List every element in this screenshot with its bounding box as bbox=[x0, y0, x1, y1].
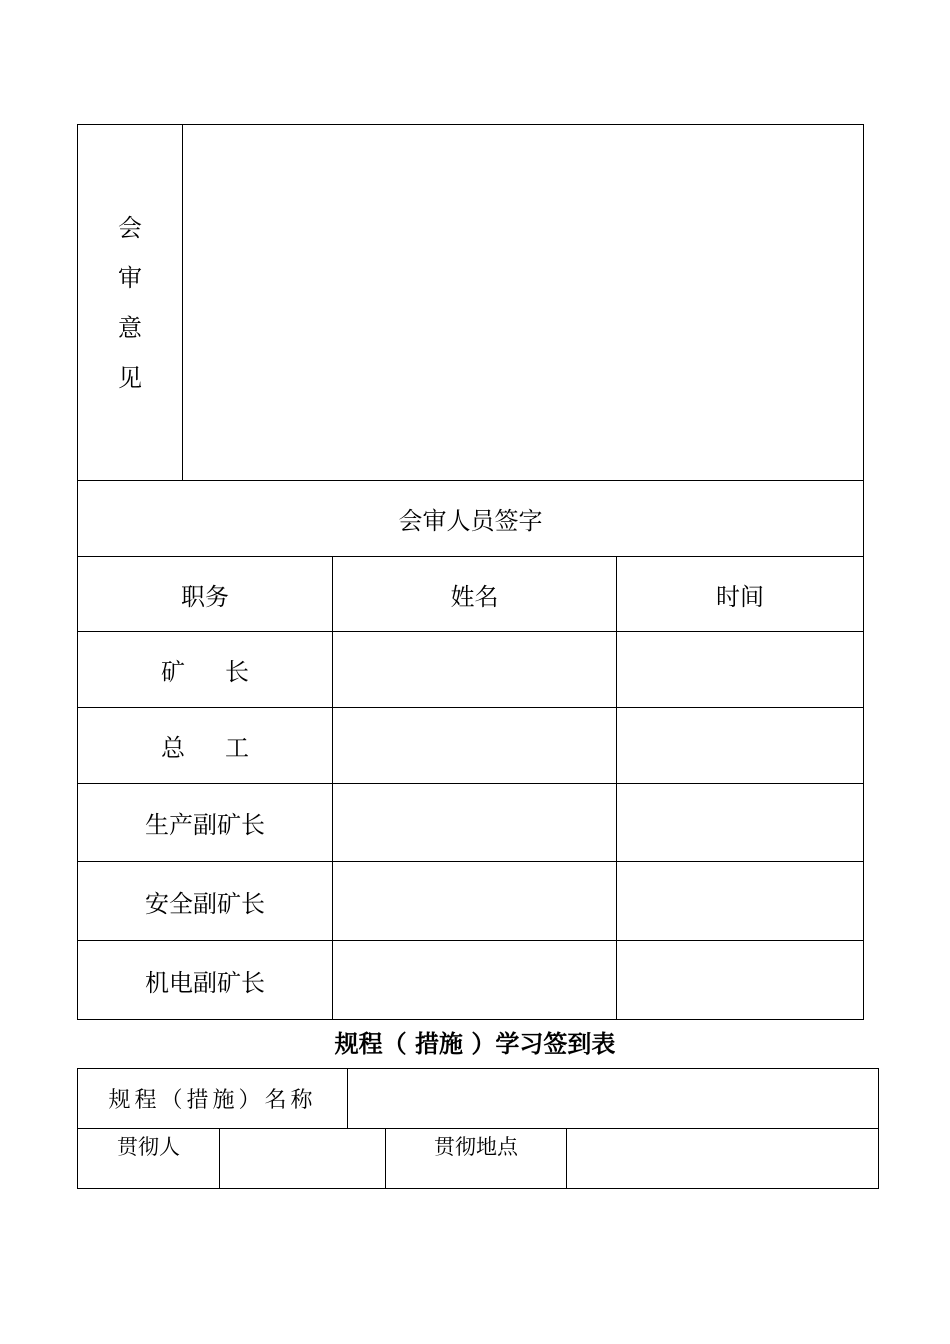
study-sheet-title: 规程（ 措施 ）学习签到表 bbox=[334, 1030, 616, 1058]
column-header-role: 职务 bbox=[78, 557, 333, 632]
name-field[interactable] bbox=[333, 632, 617, 708]
name-field[interactable] bbox=[333, 708, 617, 784]
procedure-name-field[interactable] bbox=[348, 1069, 879, 1129]
name-field[interactable] bbox=[333, 941, 617, 1020]
role-label-part: 工 bbox=[225, 734, 249, 762]
column-header-row bbox=[78, 557, 864, 632]
table-row bbox=[78, 862, 864, 941]
procedure-name-label: 规程（措施）名称 bbox=[78, 1069, 348, 1129]
opinion-label-cell bbox=[78, 125, 183, 481]
opinion-input-cell[interactable] bbox=[183, 125, 864, 481]
time-field[interactable] bbox=[617, 784, 864, 862]
role-cell: 机电副矿长 bbox=[78, 941, 333, 1020]
location-label: 贯彻地点 bbox=[386, 1129, 567, 1189]
implementer-field[interactable] bbox=[220, 1129, 386, 1189]
signatures-header: 会审人员签字 bbox=[78, 481, 864, 557]
study-table bbox=[77, 1068, 879, 1189]
review-table bbox=[77, 124, 864, 1020]
time-field[interactable] bbox=[617, 632, 864, 708]
time-field[interactable] bbox=[617, 708, 864, 784]
opinion-row bbox=[78, 125, 864, 481]
role-label-part: 矿 bbox=[161, 658, 185, 686]
table-row bbox=[78, 708, 864, 784]
column-header-time: 时间 bbox=[617, 557, 864, 632]
study-name-row bbox=[78, 1069, 879, 1129]
role-label-part: 总 bbox=[161, 734, 185, 762]
table-row bbox=[78, 632, 864, 708]
time-field[interactable] bbox=[617, 941, 864, 1020]
table-row bbox=[78, 941, 864, 1020]
name-field[interactable] bbox=[333, 784, 617, 862]
opinion-label: 会审意见 bbox=[118, 213, 142, 392]
signatures-header-row bbox=[78, 481, 864, 557]
table-row bbox=[78, 784, 864, 862]
name-field[interactable] bbox=[333, 862, 617, 941]
role-cell bbox=[78, 632, 333, 708]
role-label-part: 长 bbox=[225, 658, 249, 686]
role-cell bbox=[78, 708, 333, 784]
column-header-name: 姓名 bbox=[333, 557, 617, 632]
implementer-label: 贯彻人 bbox=[78, 1129, 220, 1189]
role-cell: 安全副矿长 bbox=[78, 862, 333, 941]
study-info-row bbox=[78, 1129, 879, 1189]
location-field[interactable] bbox=[567, 1129, 879, 1189]
role-cell: 生产副矿长 bbox=[78, 784, 333, 862]
time-field[interactable] bbox=[617, 862, 864, 941]
